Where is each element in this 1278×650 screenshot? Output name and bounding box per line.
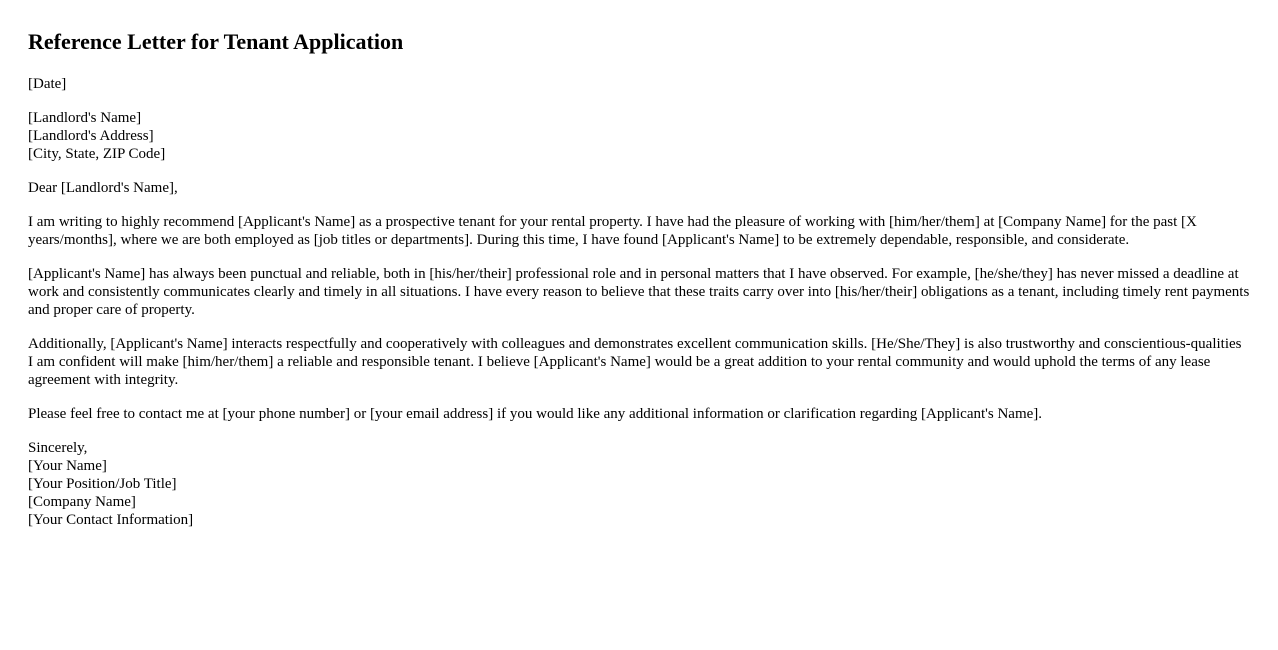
signer-company: [Company Name] (28, 494, 136, 510)
salutation: Dear [Landlord's Name], (28, 180, 178, 196)
signer-name: [Your Name] (28, 458, 107, 474)
recipient-block (28, 109, 1250, 163)
page-title: Reference Letter for Tenant Application (28, 29, 404, 54)
recipient-address: [Landlord's Address] (28, 128, 154, 144)
body-paragraph-2: [Applicant's Name] has always been punctual and reliable, both in [his/her/their] professional role and in personal matters that I have observed. For example, [he/she/they] has never missed a deadline at work and consistently communicates clearly and timely in all situations. I have every reason to believe that these traits carry over into [his/her/their] obligations as a tenant, including timely rent payments and proper care of property. (28, 266, 1250, 318)
letter-date: [Date] (28, 76, 67, 92)
signer-contact: [Your Contact Information] (28, 512, 194, 528)
recipient-city: [City, State, ZIP Code] (28, 146, 166, 162)
sign-off: Sincerely, (28, 440, 88, 456)
closing-block (28, 439, 1250, 529)
recipient-name: [Landlord's Name] (28, 110, 142, 126)
body-paragraph-4: Please feel free to contact me at [your phone number] or [your email address] if you would like any additional information or clarification regarding [Applicant's Name]. (28, 406, 1043, 422)
body-paragraph-3: Additionally, [Applicant's Name] interacts respectfully and cooperatively with colleagues and demonstrates excellent communication skills. [He/She/They] is also trustworthy and conscientious-qualities I am confident will make [him/her/them] a reliable and responsible tenant. I believe [Applicant's Name] would be a great addition to your rental community and would uphold the terms of any lease agreement with integrity. (28, 336, 1242, 388)
body-paragraph-1: I am writing to highly recommend [Applicant's Name] as a prospective tenant for your rental property. I have had the pleasure of working with [him/her/them] at [Company Name] for the past [X years/months], where we are both employed as [job titles or departments]. During this time, I have found [Applicant's Name] to be extremely dependable, responsible, and considerate. (28, 214, 1197, 248)
signer-position: [Your Position/Job Title] (28, 476, 177, 492)
